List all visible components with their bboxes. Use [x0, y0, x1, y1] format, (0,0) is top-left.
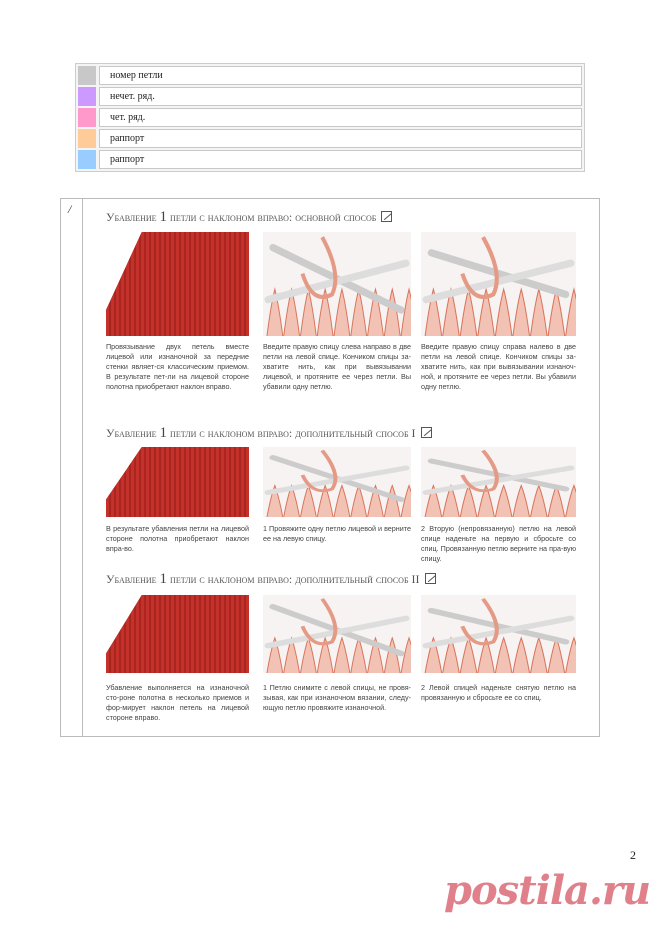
color-legend: [75, 63, 585, 172]
decrease-symbol-icon: [381, 211, 392, 222]
title-text: петли с наклоном вправо: основной способ: [170, 210, 377, 224]
legend-label: раппорт: [99, 150, 582, 169]
step-caption: 1 Провяжите одну петлю лицевой и верните ее на левую спицу.: [263, 524, 411, 543]
legend-label: раппорт: [99, 129, 582, 148]
legend-row: [77, 65, 583, 86]
step-caption: Введите правую спицу справа налево в две петли на левой спице. Кончиком спицы за-хватите нить, как при вывязывании изнаноч-ной, и протяните ее через петли. Вы убавили одну петлю.: [421, 342, 576, 391]
knitting-step-illustration: [263, 595, 411, 673]
knitting-step-illustration: [421, 595, 576, 673]
knitting-step-illustration: [263, 232, 411, 336]
title-number: 1: [159, 571, 168, 587]
knitting-step-illustration: [263, 447, 411, 517]
page-number: 2: [630, 848, 636, 862]
step-caption: В результате убавления петли на лицевой стороне полотна приобретают наклон впра-во.: [106, 524, 249, 553]
title-text: Убавление: [106, 426, 157, 440]
knitting-step-illustration: [421, 447, 576, 517]
step-caption: 2 Левой спицей наденьте снятую петлю на провязанную и сбросьте ее со спиц.: [421, 683, 576, 702]
knit-sample-photo: [106, 595, 249, 673]
color-swatch: [78, 87, 96, 106]
legend-label: чет. ряд.: [99, 108, 582, 127]
knitting-step-illustration: [421, 232, 576, 336]
row-marker: /: [68, 202, 72, 216]
legend-row: [77, 107, 583, 128]
color-swatch: [78, 108, 96, 127]
title-text: петли с наклоном вправо: дополнительный способ I: [170, 426, 416, 440]
section-title: [106, 571, 436, 587]
title-number: 1: [159, 209, 168, 225]
title-text: Убавление: [106, 210, 157, 224]
decrease-symbol-icon: [421, 427, 432, 438]
section-title: [106, 209, 392, 225]
knit-sample-photo: [106, 447, 249, 517]
knit-sample-photo: [106, 232, 249, 336]
decrease-symbol-icon: [425, 573, 436, 584]
title-text: Убавление: [106, 572, 157, 586]
legend-row: [77, 86, 583, 107]
legend-label: номер петли: [99, 66, 582, 85]
step-caption: 1 Петлю снимите с левой спицы, не провя-зывая, как при изнаночном вязании, следу-ющую петлю провяжите изнаночной.: [263, 683, 411, 712]
title-text: петли с наклоном вправо: дополнительный способ II: [170, 572, 420, 586]
color-swatch: [78, 129, 96, 148]
legend-row: [77, 149, 583, 170]
postila-watermark-logo: postila.ru: [444, 867, 651, 914]
step-caption: Введите правую спицу слева направо в две петли на левой спице. Кончиком спицы за-хватите нить, как при вывязывании лицевой, и протяните ее через петли. Вы убавили одну петлю.: [263, 342, 411, 391]
color-swatch: [78, 66, 96, 85]
step-caption: 2 Вторую (непровязанную) петлю на левой спице наденьте на первую и сбросьте со спиц. Провязанную петлю верните на пра-вую спицу.: [421, 524, 576, 563]
step-caption: Провязывание двух петель вместе лицевой или изнаночной за передние стенки являет-ся классическим приемом. В результате пет-ли на лицевой стороне полотна приобретают наклон вправо.: [106, 342, 249, 391]
legend-row: [77, 128, 583, 149]
step-caption: Убавление выполняется на изнаночной сто-роне полотна в несколько приемов и фор-мирует наклон петель на лицевой стороне вправо.: [106, 683, 249, 722]
color-swatch: [78, 150, 96, 169]
legend-label: нечет. ряд.: [99, 87, 582, 106]
title-number: 1: [159, 425, 168, 441]
instruction-panel: [60, 198, 600, 737]
row-marker-column: [61, 199, 83, 736]
section-title: [106, 425, 432, 441]
